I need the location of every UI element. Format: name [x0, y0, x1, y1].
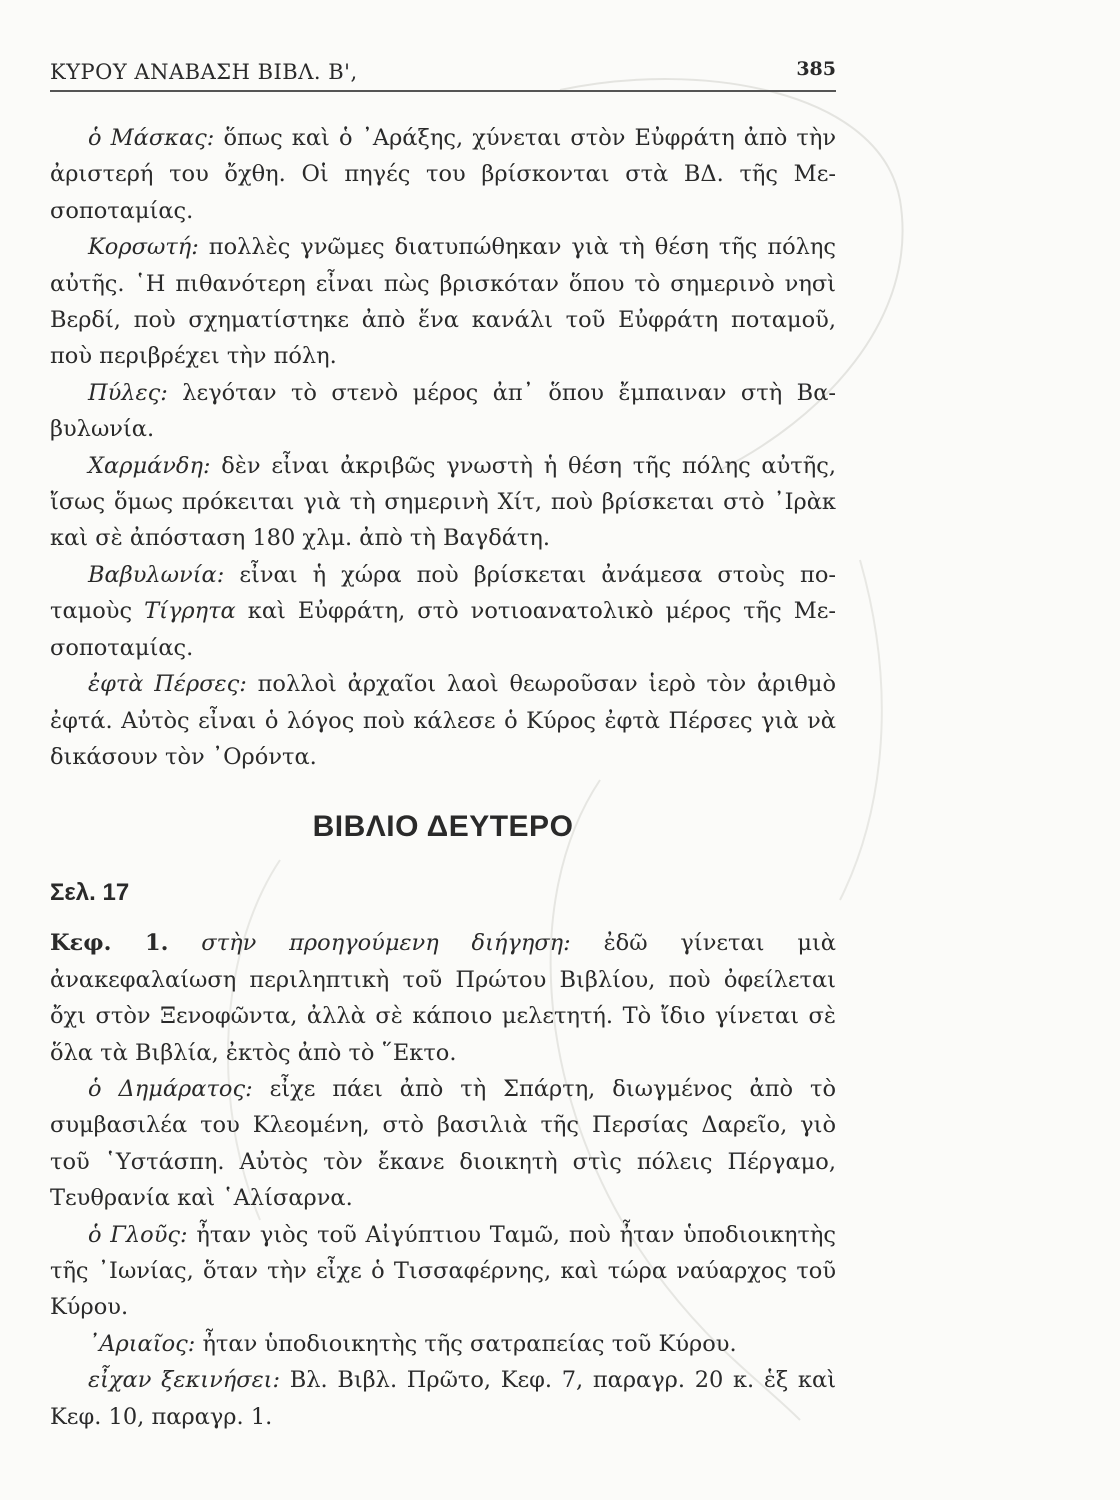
note-text: ἦταν ὑποδιοικητὴς τῆς σατραπείας τοῦ Κύρου. — [195, 1330, 737, 1357]
note-lemma: εἶχαν ξεκινήσει: — [88, 1367, 281, 1394]
note-paragraph — [50, 666, 836, 775]
note-paragraph — [50, 1071, 836, 1217]
note-lemma: ὁ Δημάρατος: — [88, 1075, 253, 1102]
note-text: Βλ. Βιβλ. Πρῶτο, Κεφ. 7, παραγρ. 20 κ. ἑξ καὶ Κεφ. 10, παραγρ. 1. — [50, 1367, 837, 1430]
note-text: ἦταν γιὸς τοῦ Αἰγύπτιου Ταμῶ, ποὺ ἦταν ὑποδιοικητὴς τῆς ᾿Ιωνίας, ὅταν τὴν εἶχε ὁ Τισσαφέρνης, καὶ τώρα ναύαρχος τοῦ Κύρου. — [50, 1221, 836, 1321]
note-lemma: Βαβυλωνία: — [88, 561, 225, 588]
running-head — [50, 58, 836, 92]
note-paragraph — [50, 1217, 836, 1326]
note-lemma-inline: Τίγρητα — [144, 598, 236, 625]
note-lemma: ᾿Αριαῖος: — [88, 1330, 196, 1357]
note-text: ἐδῶ γίνεται μιὰ ἀνακεφαλαίωση περιληπτικὴ τοῦ Πρώτου Βιβλίου, ποὺ ὀφείλεται ὄχι στὸν Ξενοφῶντα, ἀλλὰ σὲ κάποιο μελετητή. Τὸ ἴδιο γίνεται σὲ ὅλα τὰ Βιβλία, ἐκτὸς ἀπὸ τὸ ῞Εκτο. — [50, 930, 836, 1066]
note-paragraph — [50, 375, 836, 448]
note-text: καὶ Εὐφράτη, στὸ νοτιοανατολικὸ μέρος τῆς Μεσοποταμίας. — [50, 598, 836, 661]
note-text: λεγόταν τὸ στενὸ μέρος ἀπ᾿ ὅπου ἔμπαιναν στὴ Βαβυλωνία. — [50, 379, 836, 443]
note-text: δὲν εἶναι ἀκριβῶς γνωστὴ ἡ θέση τῆς πόλης αὐτῆς, ἴσως ὅμως πρόκειται γιὰ τὴ σημερινὴ Χίτ, ποὺ βρίσκεται στὸ ᾿Ιρὰκ καὶ σὲ ἀπόσταση 180 χλμ. ἀπὸ τὴ Βαγδάτη. — [50, 452, 836, 552]
note-text: εἶχε πάει ἀπὸ τὴ Σπάρτη, διωγμένος ἀπὸ τὸ συμβασιλέα του Κλεομένη, στὸ βασιλιὰ τῆς Περσίας Δαρεῖο, γιὸ τοῦ ῾Υστάσπη. Αὐτὸς τὸν ἔκανε διοικητὴ στὶς πόλεις Πέργαμο, Τευθρανία καὶ ῾Αλίσαρνα. — [50, 1075, 837, 1212]
page-number: 385 — [796, 58, 836, 80]
note-lemma: στὴν προηγούμενη διήγηση: — [168, 930, 571, 957]
note-paragraph — [50, 120, 836, 229]
note-paragraph — [50, 1326, 836, 1362]
note-lemma: Χαρμάνδη: — [88, 452, 211, 479]
note-paragraph — [50, 1362, 836, 1435]
note-paragraph — [50, 229, 836, 375]
chapter-label: Κεφ. 1. — [50, 930, 169, 957]
note-lemma: Κορσωτή: — [88, 234, 199, 261]
note-lemma: ἐφτὰ Πέρσες: — [88, 671, 247, 698]
note-lemma: Πύλες: — [88, 379, 168, 406]
note-lemma: ὁ Γλοῦς: — [88, 1221, 188, 1248]
running-head-title: ΚΥΡΟΥ ΑΝΑΒΑΣΗ ΒΙΒΛ. Β', — [50, 60, 358, 84]
note-text: ὅπως καὶ ὁ ᾿Αράξης, χύνεται στὸν Εὐφράτη ἀπὸ τὴν ἀριστερή του ὄχθη. Οἱ πηγές του βρίσκονται στὰ ΒΔ. τῆς Μεσοποταμίας. — [50, 125, 837, 224]
note-text: πολλὲς γνῶμες διατυπώθηκαν γιὰ τὴ θέση τῆς πόλης αὐτῆς. ῾Η πιθανότερη εἶναι πὼς βρισκόταν ὅπου τὸ σημερινὸ νησὶ Βερδί, ποὺ σχηματίστηκε ἀπὸ ἕνα κανάλι τοῦ Εὐφράτη ποταμοῦ, ποὺ περιβρέχει τὴν πόλη. — [50, 234, 836, 370]
commentary-body — [50, 120, 836, 1435]
note-text: εἶναι ἡ χώρα ποὺ βρίσκεται ἀνάμεσα στοὺς ποταμοὺς — [50, 561, 836, 625]
note-paragraph — [50, 448, 836, 557]
section-heading: ΒΙΒΛΙΟ ΔΕΥΤΕΡΟ — [312, 810, 574, 844]
note-lemma: ὁ Μάσκας: — [88, 125, 215, 151]
note-paragraph — [50, 557, 836, 666]
note-text: πολλοὶ ἀρχαῖοι λαοὶ θεωροῦσαν ἱερὸ τὸν ἀριθμὸ ἐφτά. Αὐτὸς εἶναι ὁ λόγος ποὺ κάλεσε ὁ Κύρος ἐφτὰ Πέρσες γιὰ νὰ δικάσουν τὸν ᾿Ορόντα. — [50, 671, 836, 770]
note-paragraph — [50, 925, 836, 1071]
page-reference-label: Σελ. 17 — [50, 879, 130, 907]
